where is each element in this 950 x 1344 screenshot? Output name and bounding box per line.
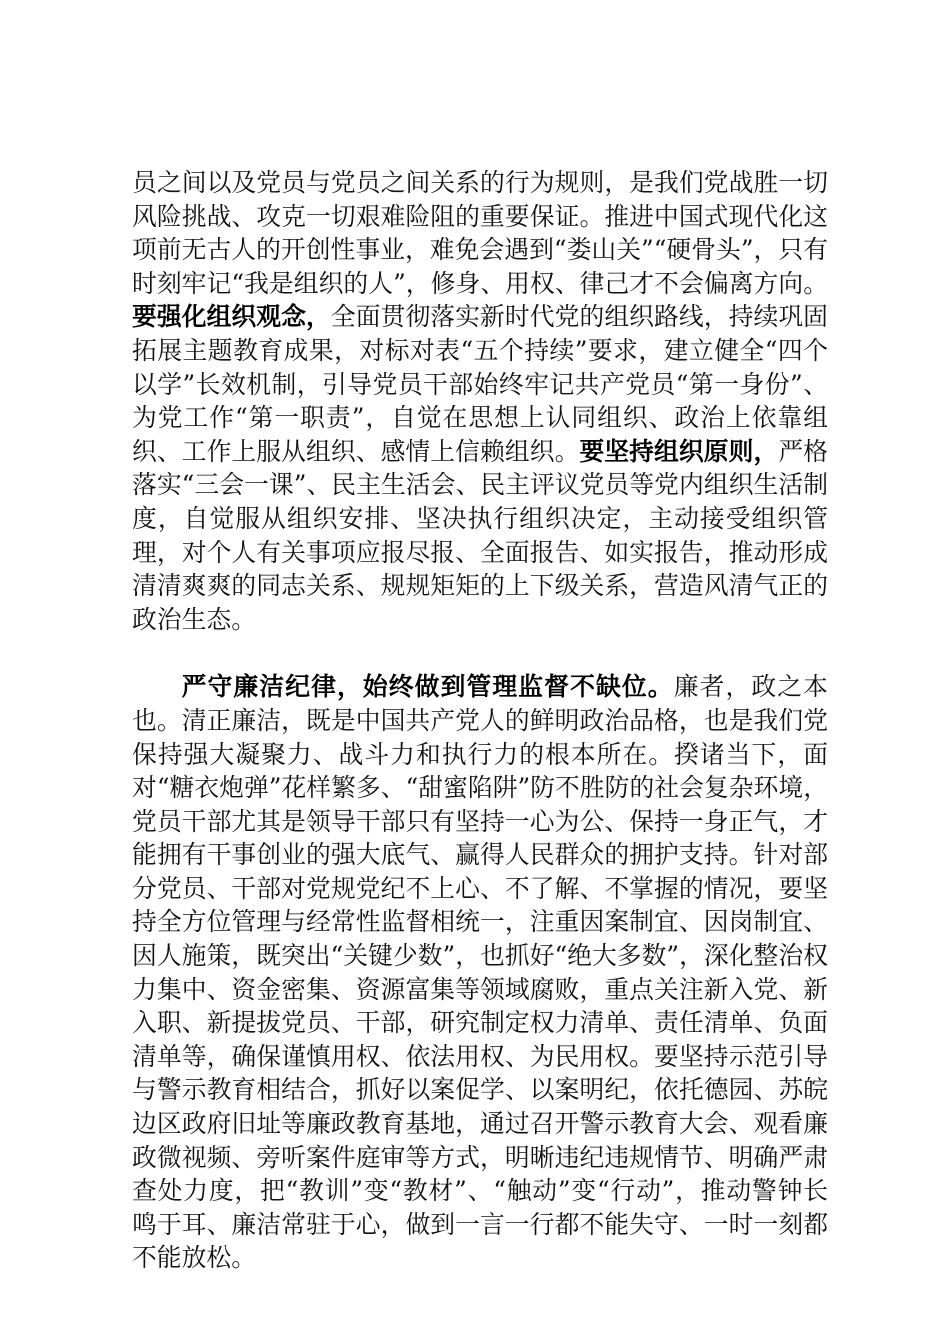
bold-phrase-organization-concept: 要强化组织观念， [132, 302, 331, 332]
paragraph-text: 全面贯彻落实新时代党的组织路线，持续巩固拓展主题教育成果，对标对表“五个持续”要求，建立健全“四个以学”长效机制，引导党员干部始终牢记共产党员“第一身份”、为党工作“第一职责”，自觉在思想上认同组织、政治上依靠组织、工作上服从组织、感情上信赖组织。 [132, 302, 828, 466]
section-heading-integrity: 严守廉洁纪律，始终做到管理监督不缺位。 [181, 672, 674, 702]
paragraph-text: 员之间以及党员与党员之间关系的行为规则，是我们党战胜一切风险挑战、攻克一切艰难险阻的重要保证。推进中国式现代化这项前无古人的开创性事业，难免会遇到“娄山关”“硬骨头”，只有时刻牢记“我是组织的人”，修身、用权、律己才不会偏离方向。 [132, 168, 828, 298]
paragraph-integrity-discipline [132, 670, 828, 1275]
bold-phrase-organization-principle: 要坚持组织原则， [579, 436, 779, 466]
paragraph-text: 严格落实“三会一课”、民主生活会、民主评议党员等党内组织生活制度，自觉服从组织安排、坚决执行组织决定，主动接受组织管理，对个人有关事项应报尽报、全面报告、如实报告，推动形成清清爽爽的同志关系、规规矩矩的上下级关系，营造风清气正的政治生态。 [132, 436, 828, 634]
paragraph-organization-discipline [132, 166, 828, 636]
document-page [132, 166, 828, 1275]
paragraph-text: 廉者，政之本也。清正廉洁，既是中国共产党人的鲜明政治品格，也是我们党保持强大凝聚力、战斗力和执行力的根本所在。揆诸当下，面对“糖衣炮弹”花样繁多、“甜蜜陷阱”防不胜防的社会复杂环境，党员干部尤其是领导干部只有坚持一心为公、保持一身正气，才能拥有干事创业的强大底气、赢得人民群众的拥护支持。针对部分党员、干部对党规党纪不上心、不了解、不掌握的情况，要坚持全方位管理与经常性监督相统一，注重因案制宜、因岗制宜、因人施策，既突出“关键少数”，也抓好“绝大多数”，深化整治权力集中、资金密集、资源富集等领域腐败，重点关注新入党、新入职、新提拔党员、干部，研究制定权力清单、责任清单、负面清单等，确保谨慎用权、依法用权、为民用权。要坚持示范引导与警示教育相结合，抓好以案促学、以案明纪，依托德园、苏皖边区政府旧址等廉政教育基地，通过召开警示教育大会、观看廉政微视频、旁听案件庭审等方式，明晰违纪违规情节、明确严肃查处力度，把“教训”变“教材”、“触动”变“行动”，推动警钟长鸣于耳、廉洁常驻于心，做到一言一行都不能失守、一时一刻都不能放松。 [132, 672, 828, 1273]
